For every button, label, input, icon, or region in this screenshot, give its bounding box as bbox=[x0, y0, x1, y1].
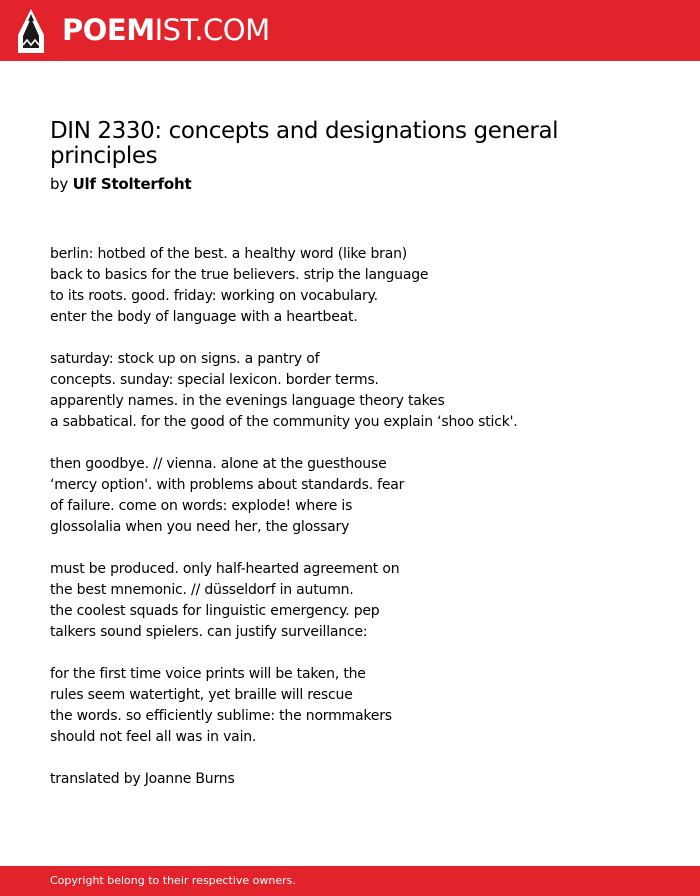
footer-bar bbox=[0, 866, 700, 896]
poem-line: for the first time voice prints will be taken, the bbox=[50, 666, 366, 682]
stanza bbox=[50, 244, 670, 328]
poem-line: the coolest squads for linguistic emergency. pep bbox=[50, 603, 380, 619]
poem-line: of failure. come on words: explode! where is bbox=[50, 498, 353, 514]
by-label: by bbox=[50, 175, 68, 193]
poem-line: the best mnemonic. // düsseldorf in autumn. bbox=[50, 582, 354, 598]
poem-title: DIN 2330: concepts and designations general principles bbox=[50, 118, 559, 169]
poem-line: must be produced. only half-hearted agreement on bbox=[50, 561, 400, 577]
poem-line: concepts. sunday: special lexicon. border terms. bbox=[50, 372, 379, 388]
pencil-tip-icon[interactable] bbox=[17, 9, 45, 53]
poem-line: back to basics for the true believers. strip the language bbox=[50, 267, 429, 283]
poem-line: berlin: hotbed of the best. a healthy word (like bran) bbox=[50, 246, 408, 262]
stanza bbox=[50, 559, 670, 643]
author-name: Ulf Stolterfoht bbox=[72, 175, 192, 193]
logo-text-bold: POEM bbox=[62, 13, 155, 47]
poem-line: talkers sound spielers. can justify surveillance: bbox=[50, 624, 368, 640]
poem-line: rules seem watertight, yet braille will rescue bbox=[50, 687, 353, 703]
poem-line: saturday: stock up on signs. a pantry of bbox=[50, 351, 320, 367]
poem-line: apparently names. in the evenings language theory takes bbox=[50, 393, 445, 409]
poem-line: should not feel all was in vain. bbox=[50, 729, 257, 745]
poem-line: then goodbye. // vienna. alone at the guesthouse bbox=[50, 456, 387, 472]
poem-line: enter the body of language with a heartbeat. bbox=[50, 309, 358, 325]
poem-line: to its roots. good. friday: working on vocabulary. bbox=[50, 288, 378, 304]
poem-body bbox=[50, 244, 670, 769]
stanza bbox=[50, 349, 670, 433]
stanza bbox=[50, 664, 670, 748]
header-bar bbox=[0, 0, 700, 61]
poem-line: glossolalia when you need her, the glossary bbox=[50, 519, 350, 535]
site-logo[interactable] bbox=[62, 13, 270, 47]
poem-line: the words. so efficiently sublime: the normmakers bbox=[50, 708, 392, 724]
copyright-text: Copyright belong to their respective owners. bbox=[50, 874, 296, 887]
poem-line: ‘mercy option'. with problems about standards. fear bbox=[50, 477, 405, 493]
stanza bbox=[50, 454, 670, 538]
byline bbox=[50, 174, 192, 194]
poem-line: a sabbatical. for the good of the community you explain ‘shoo stick'. bbox=[50, 414, 518, 430]
logo-text-light: IST.COM bbox=[154, 13, 270, 47]
translator-note: translated by Joanne Burns bbox=[50, 771, 235, 787]
